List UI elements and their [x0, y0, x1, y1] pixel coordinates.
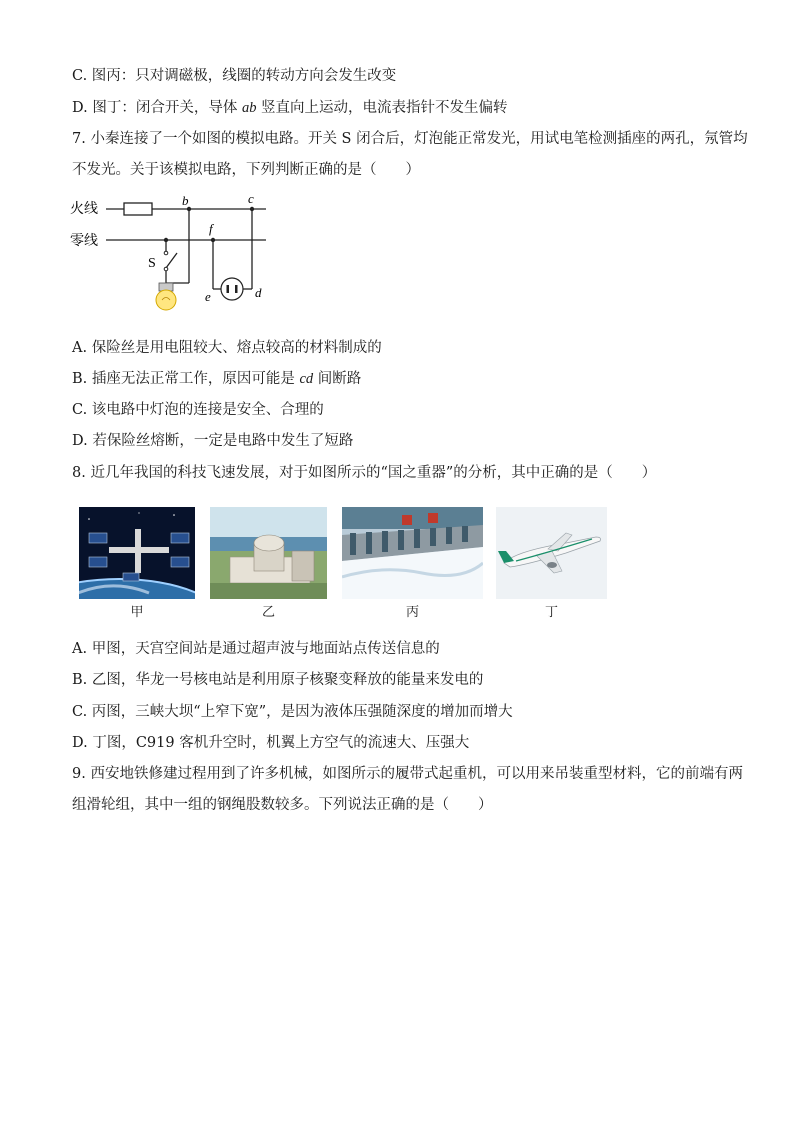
label-d: d	[255, 285, 262, 300]
caption-jia: 甲	[130, 605, 144, 620]
q7-option-b-text-post: 间断路	[317, 371, 362, 387]
caption-ding: 丁	[544, 605, 558, 620]
photo-c919-aircraft	[496, 507, 607, 599]
socket-icon	[221, 278, 243, 300]
caption-yi: 乙	[261, 605, 275, 620]
switch-blade-icon	[166, 253, 177, 268]
q7-stem-line1: 7. 小秦连接了一个如图的模拟电路。开关 S 闭合后，灯泡能正常发光，用试电笔检测插座的两孔，氖管均	[72, 131, 748, 147]
photo-three-gorges-dam	[342, 507, 483, 599]
label-f: f	[209, 221, 213, 236]
q7-option-c: C. 该电路中灯泡的连接是安全、合理的	[72, 402, 324, 418]
q9-stem-line2: 组滑轮组，其中一组的钢绳股数较多。下列说法正确的是（ ）	[72, 797, 493, 813]
q8-option-c: C. 丙图，三峡大坝“上窄下宽”，是因为液体压强随深度的增加而增大	[72, 704, 513, 720]
label-c: c	[248, 193, 254, 206]
light-bulb-icon	[156, 283, 176, 310]
q7-circuit-diagram	[70, 193, 280, 323]
photo-space-station	[79, 507, 195, 599]
q6-option-d-text-post: 竖直向上运动，电流表指针不发生偏转	[261, 100, 508, 116]
q9-stem-line1: 9. 西安地铁修建过程用到了许多机械，如图所示的履带式起重机，可以用来吊装重型材料，它的前端有两	[72, 766, 743, 782]
live-wire-label: 火线	[70, 201, 98, 217]
caption-bing: 丙	[405, 605, 419, 620]
q7-option-b	[72, 369, 361, 389]
photo-nuclear-plant	[210, 507, 327, 599]
q6-option-d	[72, 98, 508, 118]
label-b: b	[182, 193, 189, 208]
q7-option-b-var: cd	[299, 371, 314, 387]
neutral-wire-label: 零线	[70, 233, 98, 249]
q7-stem-line2: 不发光。关于该模拟电路，下列判断正确的是（ ）	[72, 162, 420, 178]
q8-option-b: B. 乙图，华龙一号核电站是利用原子核聚变释放的能量来发电的	[72, 672, 484, 688]
q6-option-c: C. 图丙：只对调磁极，线圈的转动方向会发生改变	[72, 68, 397, 84]
q8-option-d: D. 丁图，C919 客机升空时，机翼上方空气的流速大、压强大	[72, 735, 470, 751]
q7-option-a: A. 保险丝是用电阻较大、熔点较高的材料制成的	[72, 340, 382, 356]
switch-label: S	[148, 256, 156, 271]
switch-contact-top	[164, 251, 168, 255]
q7-option-d: D. 若保险丝熔断，一定是电路中发生了短路	[72, 433, 354, 449]
q6-option-d-var: ab	[241, 100, 257, 116]
label-e: e	[205, 289, 211, 304]
q8-stem: 8. 近几年我国的科技飞速发展，对于如图所示的“国之重器”的分析，其中正确的是（ ）	[72, 465, 657, 481]
fuse-icon	[124, 203, 152, 215]
q8-option-a: A. 甲图，天宫空间站是通过超声波与地面站点传送信息的	[72, 641, 440, 657]
q7-option-b-text-pre: B. 插座无法正常工作，原因可能是	[72, 371, 295, 387]
q6-option-d-text-pre: D. 图丁：闭合开关，导体	[72, 100, 238, 116]
switch-contact-bottom	[164, 267, 168, 271]
